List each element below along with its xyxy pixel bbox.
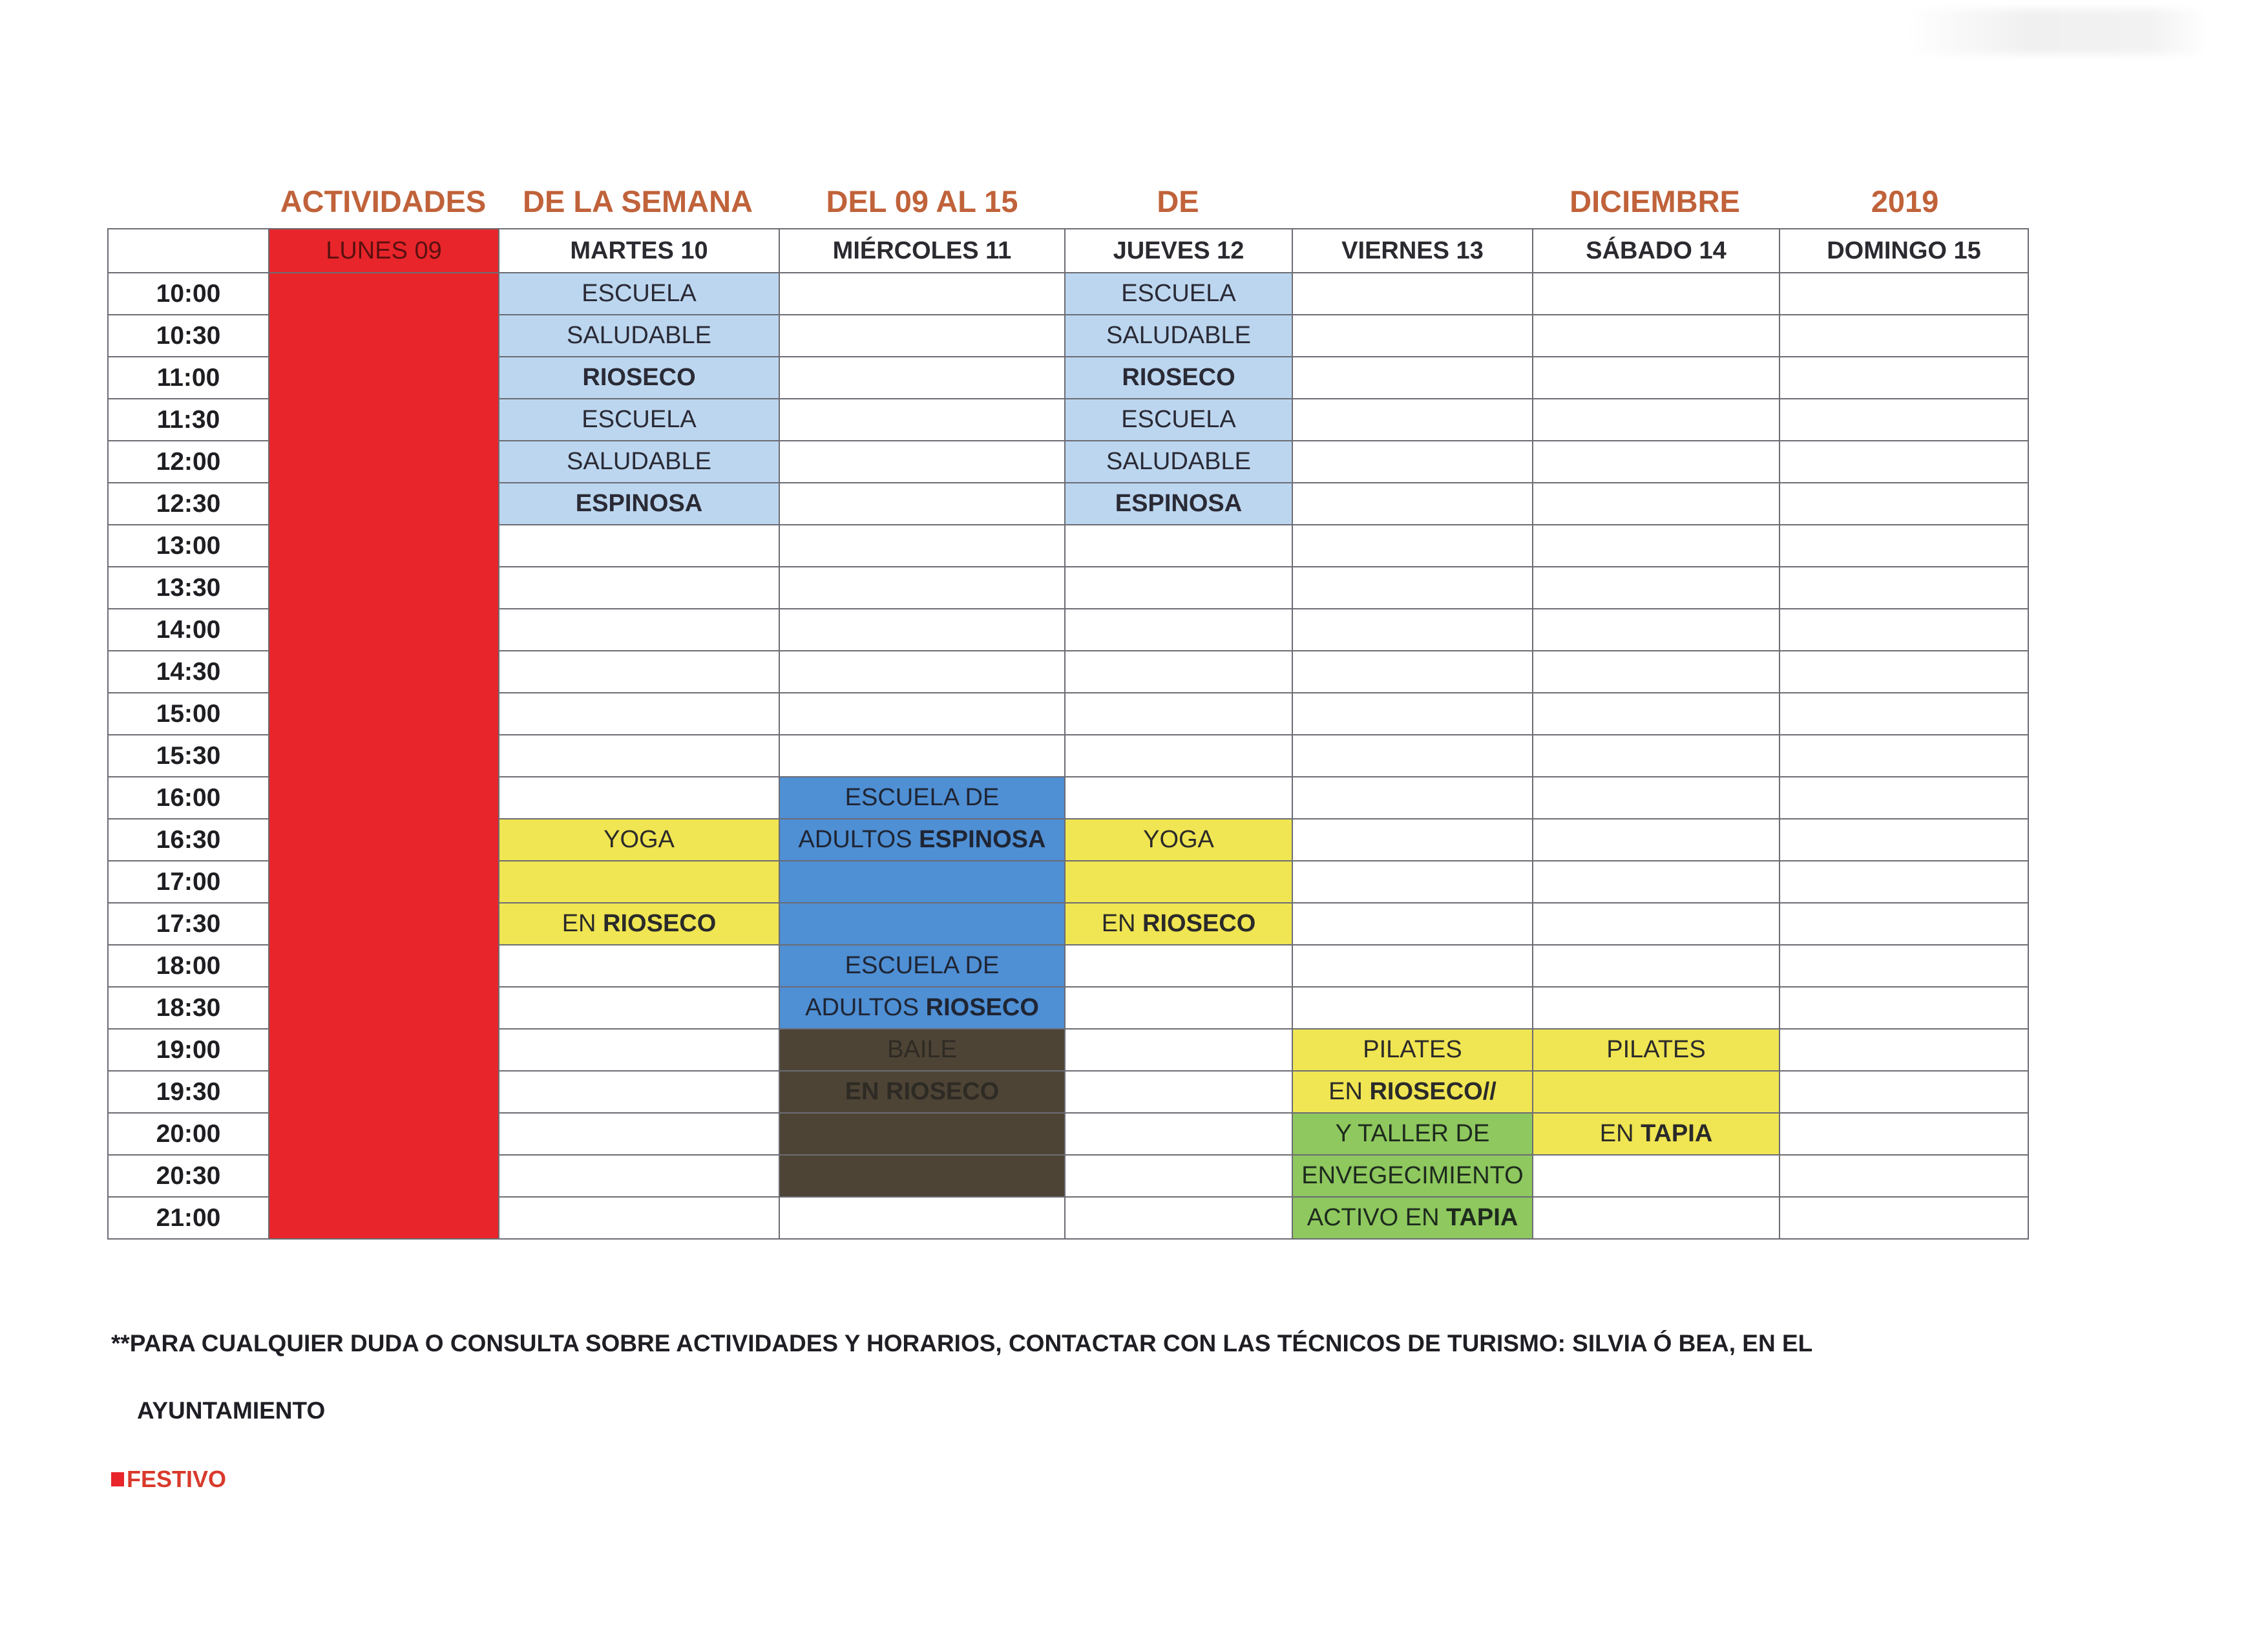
- viernes-taller-line3: [1292, 1197, 1533, 1239]
- empty-cell: [1780, 735, 2028, 777]
- time-cell: 18:30: [108, 987, 269, 1029]
- empty-cell: [1292, 945, 1533, 987]
- time-cell: 15:30: [108, 735, 269, 777]
- day-header-domingo: DOMINGO 15: [1780, 229, 2028, 273]
- empty-cell: [1292, 651, 1533, 693]
- label-en: EN: [1599, 1120, 1641, 1147]
- jueves-escuela-rioseco-line1: ESCUELA: [1065, 273, 1292, 315]
- location-rioseco: RIOSECO//: [1369, 1078, 1496, 1105]
- empty-cell: [1780, 861, 2028, 903]
- empty-cell: [1292, 903, 1533, 945]
- empty-cell: [499, 945, 779, 987]
- empty-cell: [1533, 903, 1780, 945]
- jueves-escuela-rioseco-line2: SALUDABLE: [1065, 315, 1292, 357]
- title-actividades: ACTIVIDADES: [280, 184, 487, 218]
- empty-cell: [1780, 903, 2028, 945]
- empty-cell: [1533, 987, 1780, 1029]
- location-espinosa: ESPINOSA: [575, 490, 703, 517]
- jueves-yoga-line2: [1065, 861, 1292, 903]
- location-rioseco: RIOSECO: [582, 364, 696, 391]
- empty-cell: [1780, 1113, 2028, 1155]
- empty-cell: [779, 651, 1065, 693]
- empty-cell: [1065, 567, 1292, 609]
- empty-cell: [1065, 1155, 1292, 1197]
- location-tapia: TAPIA: [1641, 1120, 1713, 1147]
- location-rioseco: RIOSECO: [1142, 910, 1256, 937]
- title-del-09-al-15: DEL 09 AL 15: [826, 184, 1018, 218]
- empty-cell: [499, 525, 779, 567]
- time-cell: 16:00: [108, 777, 269, 819]
- schedule-table: [107, 228, 2029, 1240]
- day-header-miercoles: MIÉRCOLES 11: [779, 229, 1065, 273]
- empty-cell: [1780, 1071, 2028, 1113]
- empty-cell: [1533, 315, 1780, 357]
- jueves-escuela-espinosa-line2: SALUDABLE: [1065, 441, 1292, 483]
- empty-cell: [1533, 357, 1780, 399]
- miercoles-escuela-adultos-rioseco-line1: ESCUELA DE: [779, 945, 1065, 987]
- miercoles-escuela-adultos-espinosa-line1: ESCUELA DE: [779, 777, 1065, 819]
- empty-cell: [1292, 315, 1533, 357]
- martes-escuela-rioseco-line1: ESCUELA: [499, 273, 779, 315]
- empty-cell: [1065, 525, 1292, 567]
- empty-cell: [779, 273, 1065, 315]
- location-rioseco: RIOSECO: [603, 910, 717, 937]
- title-diciembre: DICIEMBRE: [1570, 184, 1740, 218]
- time-cell: 10:00: [108, 273, 269, 315]
- day-header-sabado: SÁBADO 14: [1533, 229, 1780, 273]
- day-header-viernes: VIERNES 13: [1292, 229, 1533, 273]
- jueves-escuela-espinosa-line1: ESCUELA: [1065, 399, 1292, 441]
- empty-cell: [1780, 273, 2028, 315]
- time-cell: 19:30: [108, 1071, 269, 1113]
- miercoles-baile-line2: [779, 1071, 1065, 1113]
- empty-cell: [1065, 693, 1292, 735]
- empty-cell: [499, 651, 779, 693]
- martes-escuela-espinosa-line1: ESCUELA: [499, 399, 779, 441]
- location-espinosa: ESPINOSA: [1115, 490, 1243, 517]
- time-cell: 11:00: [108, 357, 269, 399]
- empty-cell: [1780, 483, 2028, 525]
- empty-cell: [499, 1113, 779, 1155]
- jueves-escuela-espinosa-line3: [1065, 483, 1292, 525]
- empty-cell: [1780, 693, 2028, 735]
- empty-cell: [1533, 273, 1780, 315]
- location-rioseco: RIOSECO: [925, 994, 1039, 1021]
- empty-cell: [1533, 1155, 1780, 1197]
- time-cell: 12:30: [108, 483, 269, 525]
- empty-cell: [1533, 399, 1780, 441]
- empty-cell: [1292, 693, 1533, 735]
- viernes-pilates-line1: PILATES: [1292, 1029, 1533, 1071]
- empty-cell: [1292, 819, 1533, 861]
- empty-cell: [499, 735, 779, 777]
- label-en: EN: [1101, 910, 1143, 937]
- scan-smudge: [1906, 9, 2210, 54]
- day-header-lunes: LUNES 09: [269, 229, 499, 273]
- empty-cell: [1065, 1197, 1292, 1239]
- label-en: EN: [1328, 1078, 1370, 1105]
- label-en: EN: [562, 910, 604, 937]
- miercoles-escuela-adultos-rioseco-line2: [779, 987, 1065, 1029]
- empty-cell: [1533, 735, 1780, 777]
- location-espinosa: ESPINOSA: [919, 826, 1046, 853]
- empty-cell: [779, 441, 1065, 483]
- footnote-line1: **PARA CUALQUIER DUDA O CONSULTA SOBRE ACTIVIDADES Y HORARIOS, CONTACTAR CON LAS TÉCNICOS DE TURISMO: SILVIA Ó BEA, EN EL: [111, 1330, 1813, 1357]
- jueves-yoga-line3: [1065, 903, 1292, 945]
- miercoles-escuela-adultos-espinosa-line3: [779, 861, 1065, 903]
- empty-cell: [499, 567, 779, 609]
- martes-escuela-espinosa-line3: [499, 483, 779, 525]
- sabado-pilates-line1: PILATES: [1533, 1029, 1780, 1071]
- empty-cell: [1533, 945, 1780, 987]
- jueves-yoga-line1: YOGA: [1065, 819, 1292, 861]
- empty-cell: [779, 609, 1065, 651]
- empty-cell: [1780, 1155, 2028, 1197]
- empty-cell: [1780, 819, 2028, 861]
- empty-cell: [1292, 777, 1533, 819]
- empty-cell: [779, 357, 1065, 399]
- empty-cell: [1292, 735, 1533, 777]
- miercoles-escuela-adultos-espinosa-line4: [779, 903, 1065, 945]
- empty-cell: [1533, 693, 1780, 735]
- empty-cell: [1065, 1113, 1292, 1155]
- table-row: [108, 273, 2028, 315]
- time-cell: 19:00: [108, 1029, 269, 1071]
- empty-cell: [779, 735, 1065, 777]
- viernes-taller-line2: ENVEGECIMIENTO: [1292, 1155, 1533, 1197]
- empty-cell: [1292, 525, 1533, 567]
- time-cell: 12:00: [108, 441, 269, 483]
- miercoles-baile-line4: [779, 1155, 1065, 1197]
- time-cell: 20:00: [108, 1113, 269, 1155]
- empty-cell: [499, 1071, 779, 1113]
- miercoles-baile-line1: BAILE: [779, 1029, 1065, 1071]
- title-de: DE: [1157, 184, 1199, 218]
- empty-cell: [1065, 777, 1292, 819]
- time-cell: 10:30: [108, 315, 269, 357]
- empty-cell: [1780, 1197, 2028, 1239]
- martes-escuela-espinosa-line2: SALUDABLE: [499, 441, 779, 483]
- empty-cell: [1292, 609, 1533, 651]
- empty-cell: [1065, 651, 1292, 693]
- empty-cell: [1533, 483, 1780, 525]
- label-adultos: ADULTOS: [798, 826, 919, 853]
- empty-cell: [779, 399, 1065, 441]
- empty-cell: [779, 315, 1065, 357]
- martes-yoga-line1: YOGA: [499, 819, 779, 861]
- footnote-line2: AYUNTAMIENTO: [137, 1397, 326, 1424]
- legend-festivo: [111, 1466, 226, 1493]
- martes-yoga-line2: [499, 861, 779, 903]
- corner-cell: [108, 229, 269, 273]
- empty-cell: [1065, 609, 1292, 651]
- sabado-pilates-line2: [1533, 1071, 1780, 1113]
- time-cell: 11:30: [108, 399, 269, 441]
- time-cell: 14:30: [108, 651, 269, 693]
- empty-cell: [1780, 987, 2028, 1029]
- legend-swatch-icon: [111, 1472, 124, 1486]
- empty-cell: [1065, 945, 1292, 987]
- legend-label: FESTIVO: [127, 1466, 227, 1492]
- empty-cell: [1780, 945, 2028, 987]
- martes-yoga-line3: [499, 903, 779, 945]
- time-cell: 17:30: [108, 903, 269, 945]
- empty-cell: [779, 693, 1065, 735]
- empty-cell: [1780, 441, 2028, 483]
- label-activo-en: ACTIVO EN: [1307, 1204, 1447, 1231]
- empty-cell: [1065, 735, 1292, 777]
- empty-cell: [1292, 483, 1533, 525]
- empty-cell: [1780, 1029, 2028, 1071]
- viernes-pilates-line2: [1292, 1071, 1533, 1113]
- empty-cell: [499, 1197, 779, 1239]
- empty-cell: [1533, 861, 1780, 903]
- empty-cell: [1533, 777, 1780, 819]
- empty-cell: [1292, 273, 1533, 315]
- martes-escuela-rioseco-line2: SALUDABLE: [499, 315, 779, 357]
- empty-cell: [779, 483, 1065, 525]
- empty-cell: [499, 1029, 779, 1071]
- time-cell: 14:00: [108, 609, 269, 651]
- sabado-pilates-line3: [1533, 1113, 1780, 1155]
- time-cell: 18:00: [108, 945, 269, 987]
- time-cell: 13:30: [108, 567, 269, 609]
- empty-cell: [1780, 357, 2028, 399]
- location-en-rioseco: EN RIOSECO: [845, 1078, 1000, 1105]
- empty-cell: [1065, 1029, 1292, 1071]
- title-de-la-semana: DE LA SEMANA: [523, 184, 753, 218]
- time-cell: 13:00: [108, 525, 269, 567]
- time-cell: 15:00: [108, 693, 269, 735]
- empty-cell: [1065, 1071, 1292, 1113]
- empty-cell: [779, 525, 1065, 567]
- empty-cell: [779, 1197, 1065, 1239]
- miercoles-escuela-adultos-espinosa-line2: [779, 819, 1065, 861]
- empty-cell: [1533, 609, 1780, 651]
- empty-cell: [1292, 567, 1533, 609]
- empty-cell: [1780, 315, 2028, 357]
- empty-cell: [499, 987, 779, 1029]
- empty-cell: [1533, 567, 1780, 609]
- empty-cell: [1292, 987, 1533, 1029]
- empty-cell: [1292, 441, 1533, 483]
- empty-cell: [1780, 609, 2028, 651]
- empty-cell: [499, 1155, 779, 1197]
- empty-cell: [1292, 861, 1533, 903]
- empty-cell: [1780, 399, 2028, 441]
- empty-cell: [1533, 1197, 1780, 1239]
- empty-cell: [1065, 987, 1292, 1029]
- martes-escuela-rioseco-line3: [499, 357, 779, 399]
- time-cell: 17:00: [108, 861, 269, 903]
- empty-cell: [1780, 525, 2028, 567]
- day-header-martes: MARTES 10: [499, 229, 779, 273]
- time-cell: 21:00: [108, 1197, 269, 1239]
- empty-cell: [1533, 441, 1780, 483]
- time-cell: 16:30: [108, 819, 269, 861]
- empty-cell: [1292, 357, 1533, 399]
- empty-cell: [1533, 819, 1780, 861]
- festivo-block: [269, 273, 499, 1239]
- empty-cell: [1780, 567, 2028, 609]
- empty-cell: [1292, 399, 1533, 441]
- time-cell: 20:30: [108, 1155, 269, 1197]
- location-tapia: TAPIA: [1446, 1204, 1518, 1231]
- header-row: [108, 229, 2028, 273]
- empty-cell: [1780, 777, 2028, 819]
- empty-cell: [1533, 651, 1780, 693]
- label-adultos: ADULTOS: [805, 994, 926, 1021]
- empty-cell: [1780, 651, 2028, 693]
- empty-cell: [499, 609, 779, 651]
- viernes-taller-line1: Y TALLER DE: [1292, 1113, 1533, 1155]
- miercoles-baile-line3: [779, 1113, 1065, 1155]
- empty-cell: [1533, 525, 1780, 567]
- jueves-escuela-rioseco-line3: [1065, 357, 1292, 399]
- empty-cell: [499, 777, 779, 819]
- title-year: 2019: [1871, 184, 1939, 218]
- empty-cell: [499, 693, 779, 735]
- day-header-jueves: JUEVES 12: [1065, 229, 1292, 273]
- empty-cell: [779, 567, 1065, 609]
- location-rioseco: RIOSECO: [1122, 364, 1235, 391]
